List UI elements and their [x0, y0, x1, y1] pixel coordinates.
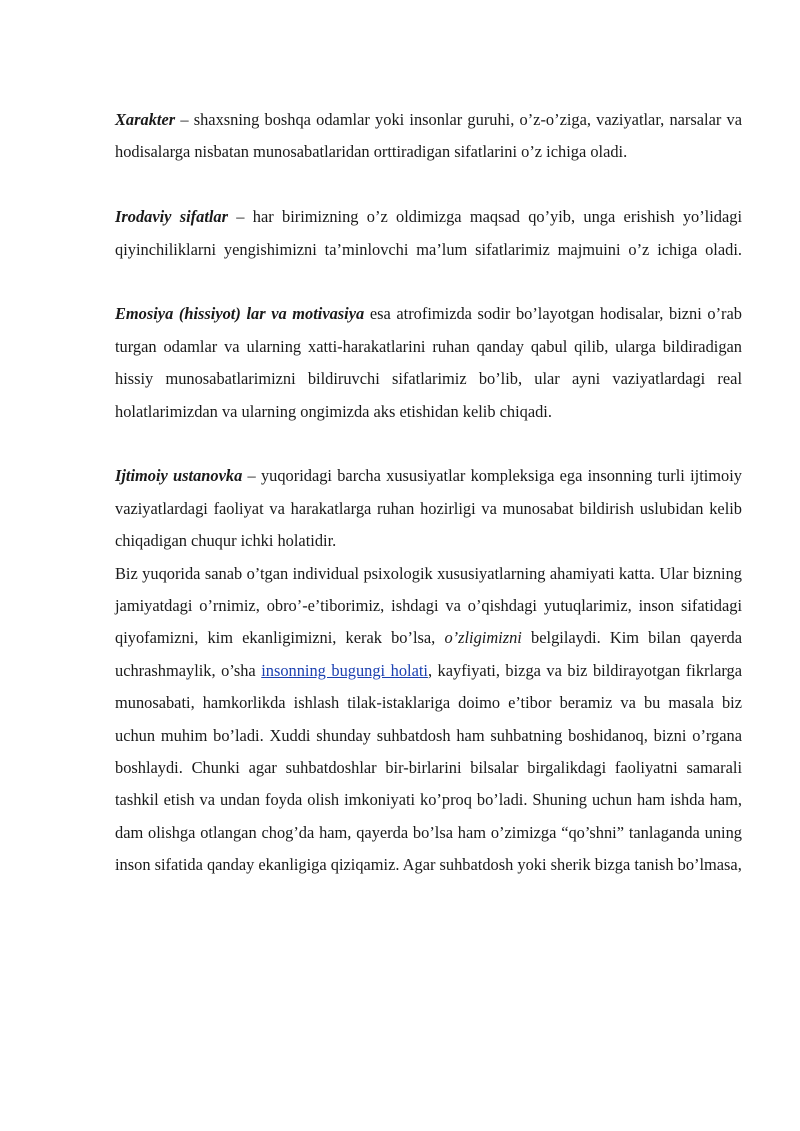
italic-ozligimizni: o’zligimizni [444, 628, 522, 648]
paragraph-spacer [115, 428, 742, 460]
term-ijtimoiy-ustanovka: Ijtimoiy ustanovka [115, 466, 243, 486]
definition-ijtimoiy-ustanovka: – yuqoridagi barcha xususiyatlar kompleksiga ega insonning turli ijtimoiy vaziyatlardagi faoliyat va harakatlarga ruhan hozirligi va munosabat bildirish uslubidan kelib chiqadigan chuqur ichki holatidir. [115, 466, 742, 551]
paragraph-body-text [115, 558, 742, 882]
term-irodaviy-sifatlar: Irodaviy sifatlar [115, 207, 229, 227]
body-text-part-a: Biz yuqorida sanab o’tgan individual psixologik xususiyatlarning ahamiyati katta. Ular bizning jamiyatdagi o’rnimiz, obro’-e’tiborimiz, ishdagi va o’qishdagi yutuqlarimiz, inson sifatidagi qiyofamizni, kim ekanligimizni, kerak bo’lsa, [115, 563, 742, 648]
body-text-part-c: , kayfiyati, bizga va biz bildirayotgan fikrlarga munosabati, hamkorlikda ishlash tilak-istaklariga doimo e’tibor beramiz va bu masala biz uchun muhim bo’ladi. Xuddi shunday suhbatdosh ham suhbatning boshidanoq, bizni o’rgana boshlaydi. Chunki agar suhbatdoshlar bir-birlarini bilsalar birgalikdagi faoliyatni samarali tashkil etish va undan foyda olish imkoniyati ko’proq bo’ladi. Shuning uchun ham ishda ham, dam olishga otlangan chog’da ham, qayerda bo’lsa ham o’zimizga “qo’shni” tanlaganda uning inson sifatida qanday ekanligiga qiziqamiz. Agar suhbatdosh yoki sherik bizga tanish bo’lmasa, [115, 660, 742, 875]
body-text-part-b: belgilaydi. Kim bilan qayerda uchrashmaylik, o’sha [115, 628, 742, 680]
paragraph-emosiya [115, 298, 742, 428]
definition-emosiya: esa atrofimizda sodir bo’layotgan hodisalar, bizni o’rab turgan odamlar va ularning xatti-harakatlarini ruhan qanday qabul qilib, ularga bildiradigan hissiy munosabatlarimizni bildiruvchi sifatlarimiz bo’lib, ular ayni vaziyatlardagi real holatlarimizdan va ularning ongimizda aks etishidan kelib chiqadi. [115, 304, 742, 421]
paragraph-spacer [115, 266, 742, 298]
term-xarakter: Xarakter [115, 110, 176, 129]
hyperlink-insonning-bugungi-holati[interactable]: insonning bugungi holati [261, 660, 428, 680]
document-page [115, 104, 742, 882]
paragraph-spacer [115, 169, 742, 201]
definition-irodaviy-sifatlar: – har birimizning o’z oldimizga maqsad qo’yib, unga erishish yo’lidagi qiyinchiliklarni yengishimizni ta’minlovchi ma’lum sifatlarimiz majmuini o’z ichiga oladi. [115, 207, 743, 259]
paragraph-xarakter [115, 104, 742, 169]
definition-xarakter: – shaxsning boshqa odamlar yoki insonlar guruhi, o’z-o’ziga, vaziyatlar, narsalar va hodisalarga nisbatan munosabatlaridan orttiradigan sifatlarini o’z ichiga oladi. [115, 110, 742, 162]
term-emosiya: Emosiya (hissiyot) lar va motivasiya [115, 304, 365, 324]
paragraph-ijtimoiy-ustanovka [115, 460, 742, 557]
paragraph-irodaviy-sifatlar [115, 201, 742, 266]
